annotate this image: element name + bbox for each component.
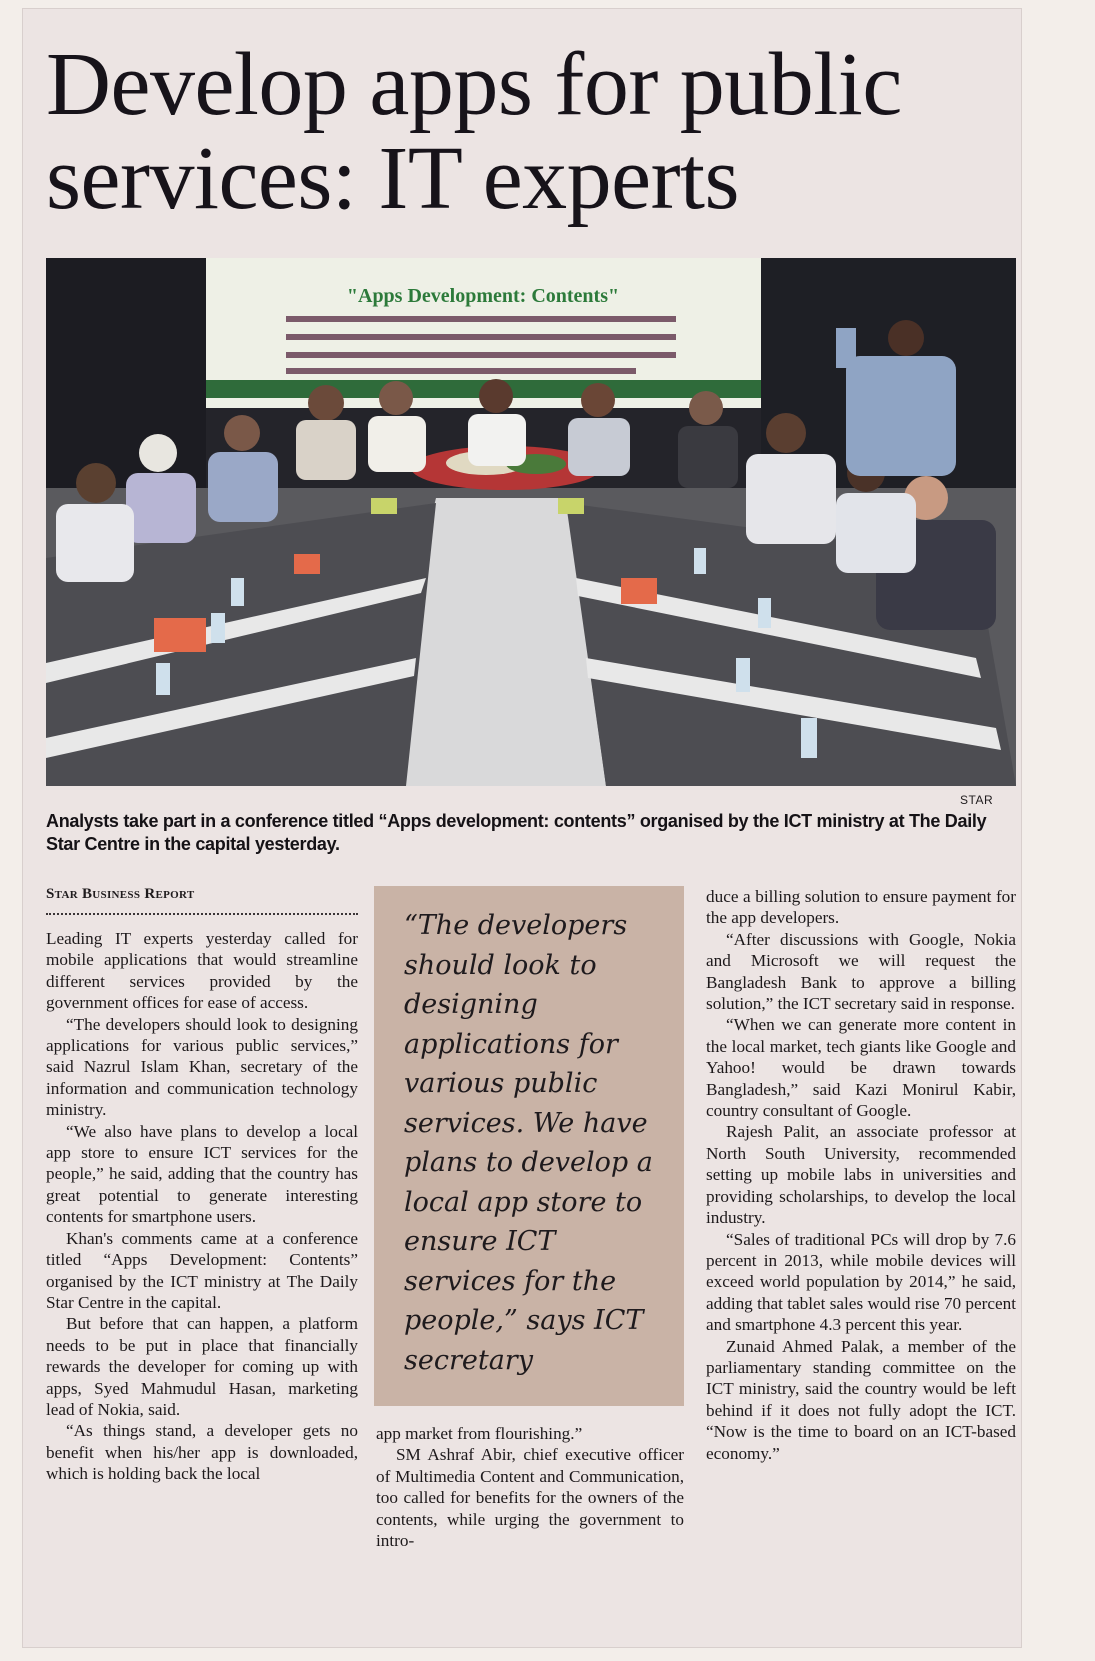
paragraph: “The developers should look to designing applications for various public services,” said Nazrul Islam Khan, secretary of the information and communication technology ministry. (46, 1014, 358, 1120)
headline: Develop apps for public services: IT experts (46, 35, 902, 228)
paragraph: “After discussions with Google, Nokia and Microsoft we will request the Bangladesh Bank to approve a billing solution,” the ICT secretary said in response. (706, 929, 1016, 1014)
photo-credit: STAR (960, 793, 994, 807)
banner-title: "Apps Development: Contents" (346, 285, 620, 307)
conference-photo (46, 258, 1016, 786)
paragraph: “We also have plans to develop a local app store to ensure ICT services for the people,” he said, adding that the country has great potential to generate interesting contents for smartphone users. (46, 1121, 358, 1227)
column-2 (376, 1423, 684, 1551)
paragraph: Zunaid Ahmed Palak, a member of the parliamentary standing committee on the ICT ministry, said the country would be left behind if it does not fully adopt the ICT. “Now is the time to board on an ICT-based economy.” (706, 1336, 1016, 1463)
paragraph: Leading IT experts yesterday called for mobile applications that would streamline different services provided by the government offices for ease of access. (46, 929, 358, 1013)
paragraph: SM Ashraf Abir, chief executive officer of Multimedia Content and Communication, too called for benefits for the owners of the contents, while urging the government to intro- (376, 1445, 684, 1551)
pull-quote-box (374, 886, 684, 1406)
pull-quote: “The developers should look to designing applications for various public services. We have plans to develop a local app store to ensure ICT services for the people,” says ICT secretary (404, 910, 653, 1376)
paragraph: Khan's comments came at a conference titled “Apps Development: Contents” organised by the ICT ministry at The Daily Star Centre in the capital. (46, 1228, 358, 1312)
photo-caption: Analysts take part in a conference titled “Apps development: contents” organised by the ICT ministry at The Daily Star Centre in the capital yesterday. (46, 811, 987, 854)
byline: Star Business Report (46, 886, 358, 915)
paragraph: Rajesh Palit, an associate professor at North South University, recommended setting up mobile labs in universities and providing scholarships, to develop the local industry. (706, 1122, 1016, 1228)
column-1 (46, 928, 358, 1485)
paragraph: app market from flourishing.” (376, 1424, 583, 1443)
column-3 (706, 886, 1016, 1464)
paragraph: But before that can happen, a platform needs to be put in place that financially rewards the developer for coming up with apps, Syed Mahmudul Hasan, marketing lead of Nokia, said. (46, 1314, 358, 1419)
paragraph: “When we can generate more content in the local market, tech giants like Google and Yahoo! would be drawn towards Bangladesh,” said Kazi Monirul Kabir, country consultant of Google. (706, 1015, 1016, 1121)
paragraph: “Sales of traditional PCs will drop by 7.6 percent in 2013, while mobile devices will exceed world population by 2014,” he said, adding that tablet sales would rise 70 percent and smartphone 4.3 percent this year. (706, 1229, 1016, 1335)
paragraph: “As things stand, a developer gets no benefit when his/her app is downloaded, which is holding back the local (46, 1421, 358, 1484)
paragraph: duce a billing solution to ensure payment for the app developers. (706, 887, 1016, 928)
